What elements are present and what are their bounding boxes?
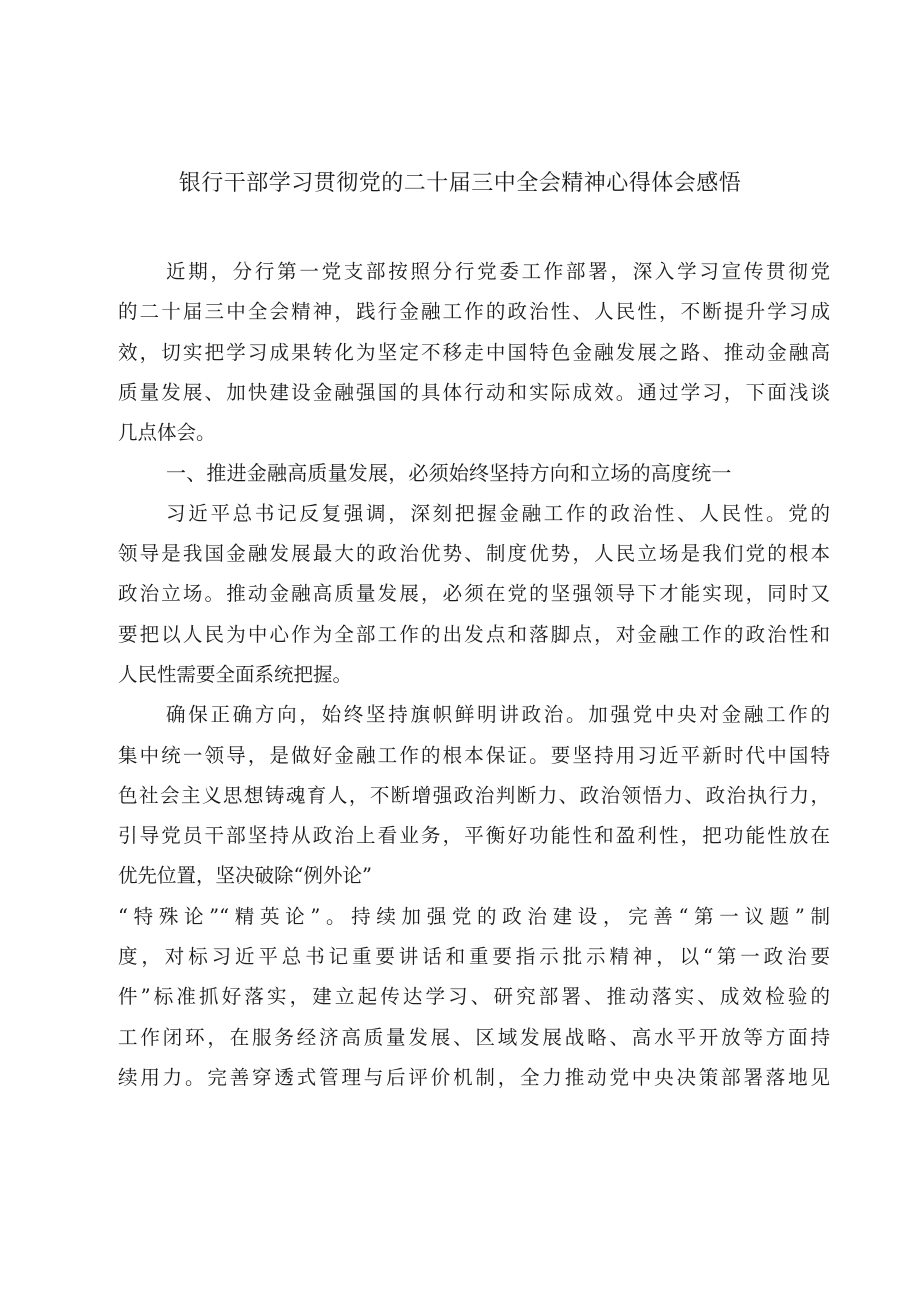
- paragraph-line: 近期，分行第一党支部按照分行党委工作部署，深入学习宣传贯彻党: [166, 260, 830, 283]
- paragraph-line: 续用力。完善穿透式管理与后评价机制，全力推动党中央决策部署落地见: [118, 1065, 830, 1089]
- paragraph-line: 要把以人民为中心作为全部工作的出发点和落脚点，对金融工作的政治性和: [118, 622, 830, 646]
- paragraph-line: “特殊论”“精英论”。持续加强党的政治建设，完善“第一议题”制: [118, 904, 830, 928]
- document-title: 银行干部学习贯彻党的二十届三中全会精神心得体会感悟: [178, 171, 742, 196]
- paragraph-line: 度，对标习近平总书记重要讲话和重要指示批示精神，以“第一政治要: [118, 945, 830, 969]
- paragraph-line: 的二十届三中全会精神，践行金融工作的政治性、人民性，不断提升学习成: [118, 300, 830, 324]
- paragraph-line: 习近平总书记反复强调，深刻把握金融工作的政治性、人民性。党的: [166, 501, 830, 525]
- paragraph-line: 工作闭环，在服务经济高质量发展、区域发展战略、高水平开放等方面持: [118, 1025, 830, 1049]
- paragraph-line: 优先位置，坚决破除“例外论”: [118, 864, 372, 888]
- paragraph-line: 质量发展、加快建设金融强国的具体行动和实际成效。通过学习，下面浅谈: [118, 380, 830, 404]
- paragraph-line: 领导是我国金融发展最大的政治优势、制度优势，人民立场是我们党的根本: [118, 542, 830, 566]
- paragraph-line: 集中统一领导，是做好金融工作的根本保证。要坚持用习近平新时代中国特: [118, 743, 830, 767]
- paragraph-line: 色社会主义思想铸魂育人，不断增强政治判断力、政治领悟力、政治执行力，: [118, 783, 830, 807]
- paragraph-line: 效，切实把学习成果转化为坚定不移走中国特色金融发展之路、推动金融高: [118, 340, 830, 364]
- paragraph-line: 几点体会。: [118, 421, 216, 445]
- paragraph-line: 件”标准抓好落实，建立起传达学习、研究部署、推动落实、成效检验的: [118, 985, 830, 1009]
- paragraph-line: 确保正确方向，始终坚持旗帜鲜明讲政治。加强党中央对金融工作的: [166, 703, 830, 727]
- paragraph-line: 人民性需要全面系统把握。: [118, 662, 353, 686]
- paragraph-line: 引导党员干部坚持从政治上看业务，平衡好功能性和盈利性，把功能性放在: [118, 824, 830, 848]
- section-heading: 一、推进金融高质量发展，必须始终坚持方向和立场的高度统一: [166, 461, 732, 486]
- paragraph-line: 政治立场。推动金融高质量发展，必须在党的坚强领导下才能实现，同时又: [118, 582, 830, 606]
- document-body: [118, 252, 830, 1098]
